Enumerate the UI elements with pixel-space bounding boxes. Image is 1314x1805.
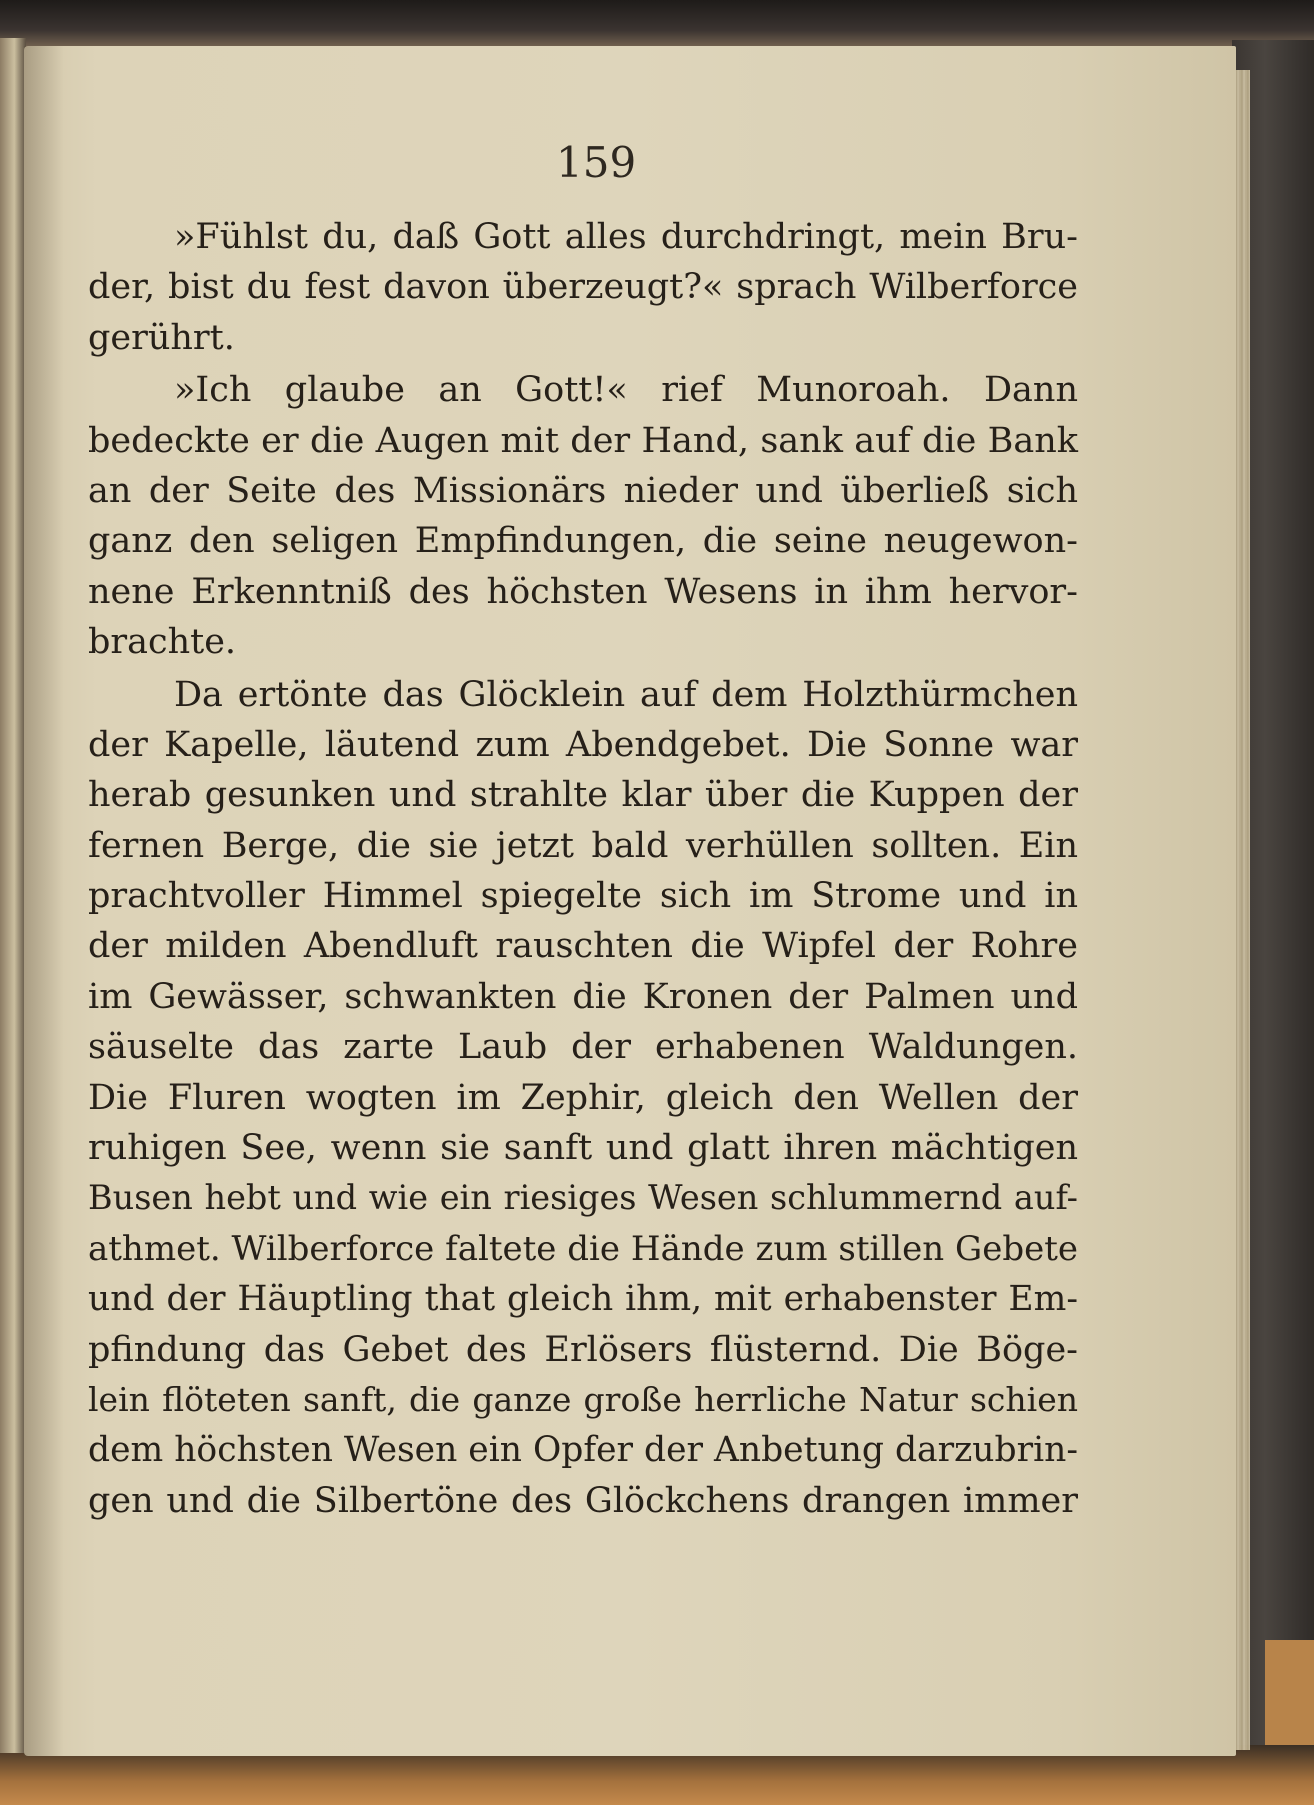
text-line: fernen Berge, die sie jetzt bald verhüllen sollten. Ein [88,825,1078,866]
page-number: 159 [556,138,637,187]
text-line: gen und die Silbertöne des Glöckchens drangen immer [88,1480,1078,1521]
text-line: an der Seite des Missionärs nieder und überließ sich [88,470,1078,511]
text-line: Da ertönte das Glöcklein auf dem Holzthürmchen [174,674,1078,715]
text-line: »Fühlst du, daß Gott alles durchdringt, mein Bru- [174,217,1078,257]
text-line: herab gesunken und strahlte klar über die Kuppen der [88,775,1078,816]
text-line: brachte. [88,622,237,663]
text-line: athmet. Wilberforce faltete die Hände zum stillen Gebete [88,1228,1078,1269]
text-line: der Kapelle, läutend zum Abendgebet. Die Sonne war [88,724,1078,765]
text-line: dem höchsten Wesen ein Opfer der Anbetung darzubrin- [88,1430,1078,1471]
text-line: bedeckte er die Augen mit der Hand, sank auf die Bank [88,420,1078,461]
text-line: der milden Abendluft rauschten die Wipfel der Rohre [88,926,1078,967]
paragraph [88,365,1078,667]
text-line: prachtvoller Himmel spiegelte sich im Strome und in [88,876,1078,917]
text-line: nene Erkenntniß des höchsten Wesens in ihm hervor- [88,571,1078,612]
text-line: »Ich glaube an Gott!« rief Munoroah. Dann [174,370,1078,411]
body-text [88,212,1078,1528]
left-page-edge [0,38,26,1753]
paragraph [88,212,1078,363]
text-line: lein flöteten sanft, die ganze große herrliche Natur schien [88,1379,1078,1419]
text-line: ruhigen See, wenn sie sanft und glatt ihren mächtigen [88,1128,1078,1169]
text-line: Die Fluren wogten im Zephir, gleich den Wellen der [88,1077,1078,1118]
paragraph [88,670,1078,1527]
text-line: pfindung das Gebet des Erlösers flüsternd. Die Böge- [88,1329,1078,1370]
text-line: und der Häuptling that gleich ihm, mit erhabenster Em- [88,1279,1078,1320]
text-line: Busen hebt und wie ein riesiges Wesen schlummernd auf- [88,1178,1078,1218]
text-line: ganz den seligen Empfindungen, die seine neugewon- [88,521,1078,562]
gutter-shadow [24,46,64,1756]
text-line: der, bist du fest davon überzeugt?« sprach Wilberforce [88,267,1078,308]
text-line: säuselte das zarte Laub der erhabenen Waldungen. [88,1027,1078,1068]
cover-top [0,0,1314,50]
text-line: im Gewässer, schwankten die Kronen der Palmen und [88,976,1078,1017]
text-line: gerührt. [88,317,235,358]
